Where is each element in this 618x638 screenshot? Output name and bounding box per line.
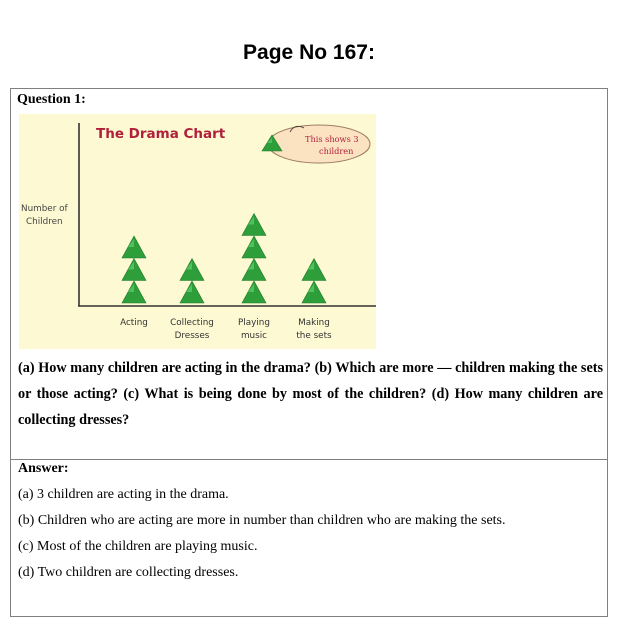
key-text-line-2: children <box>319 146 354 156</box>
category-label-3-line-2: music <box>240 331 268 341</box>
triangle-mark-4-1 <box>302 281 326 303</box>
y-axis-label-line-2: Children <box>26 217 63 227</box>
category-label-4-line-1: Making <box>298 318 330 328</box>
triangle-mark-2-2 <box>180 259 204 281</box>
answer-line-a: (a) 3 children are acting in the drama. <box>18 487 229 502</box>
triangle-mark-3-4 <box>242 214 266 236</box>
answer-line-b: (b) Children who are acting are more in number than children who are making the sets. <box>18 513 506 528</box>
chart-svg <box>19 114 376 349</box>
page-title: Page No 167: <box>243 41 375 64</box>
question-label: Question 1: <box>17 92 86 107</box>
triangle-mark-1-3 <box>122 236 146 258</box>
triangle-mark-4-2 <box>302 259 326 281</box>
drama-pictograph <box>19 114 376 349</box>
answer-box <box>10 460 608 617</box>
question-text: (a) How many children are acting in the drama? (b) Which are more — children making the sets or those acting? (c) What is being done by most of the children? (d) How many children are collecting dresses? <box>18 360 603 428</box>
answer-label: Answer: <box>18 461 69 476</box>
triangle-mark-3-2 <box>242 259 266 281</box>
triangle-mark-2-1 <box>180 281 204 303</box>
triangle-mark-3-1 <box>242 281 266 303</box>
category-label-1-line-1: Acting <box>120 318 148 328</box>
key-text-line-1: This shows 3 <box>305 134 359 144</box>
category-label-2-line-1: Collecting <box>170 318 214 328</box>
triangle-mark-1-1 <box>122 281 146 303</box>
answer-line-c: (c) Most of the children are playing music. <box>18 539 258 554</box>
key-ellipse <box>268 125 370 163</box>
answer-line-d: (d) Two children are collecting dresses. <box>18 565 239 580</box>
chart-title: The Drama Chart <box>96 126 226 142</box>
question-box <box>10 88 608 460</box>
category-label-4-line-2: the sets <box>296 331 332 341</box>
category-label-2-line-2: Dresses <box>174 331 210 341</box>
triangle-mark-3-3 <box>242 236 266 258</box>
triangle-mark-1-2 <box>122 259 146 281</box>
category-label-3-line-1: Playing <box>238 318 270 328</box>
y-axis-label-line-1: Number of <box>21 204 68 214</box>
